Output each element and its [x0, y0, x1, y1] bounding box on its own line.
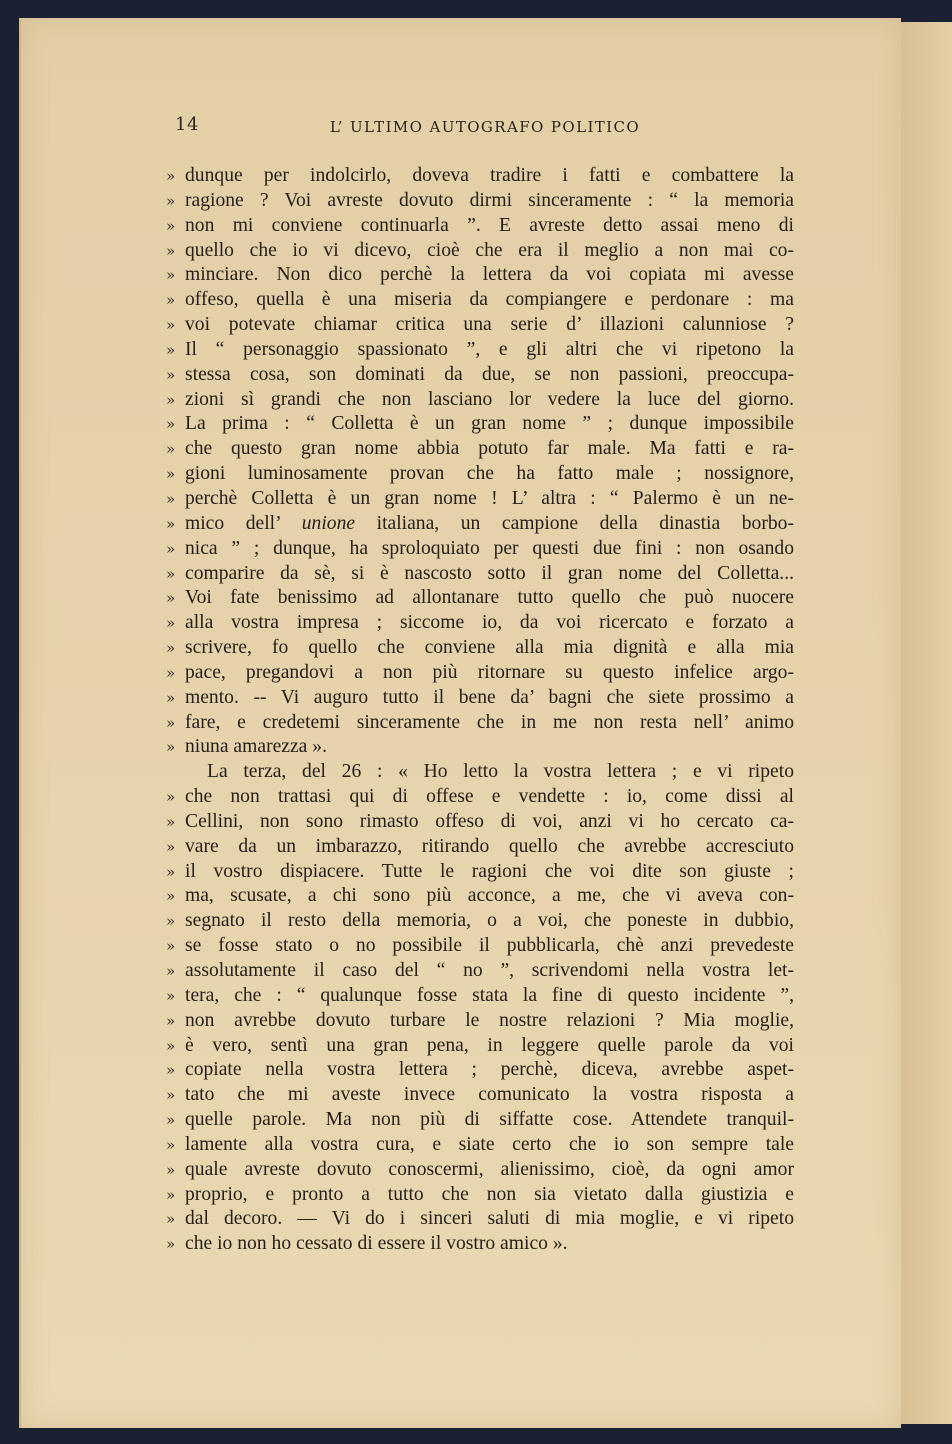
quote-mark: »: [166, 986, 176, 1005]
next-page-edge: [900, 22, 952, 1424]
text-line: [166, 1058, 794, 1083]
line-text: tato che mi aveste invece comunicato la vostra risposta a: [185, 1084, 794, 1106]
quote-mark: »: [166, 167, 176, 185]
quote-mark: »: [166, 1160, 176, 1179]
text-line: [166, 1083, 794, 1108]
text-line: [166, 785, 794, 810]
line-text: comparire da sè, si è nascosto sotto il gran nome del Colletta...: [185, 562, 794, 584]
text-line: [166, 164, 794, 189]
quote-mark: »: [166, 1185, 176, 1204]
text-line: [166, 835, 794, 860]
line-text: ragione ? Voi avreste dovuto dirmi sinceramente : “ la memoria: [185, 189, 794, 211]
text-line: [166, 586, 794, 611]
text-line: [166, 1207, 794, 1232]
line-text: ma, scusate, a chi sono più acconce, a me, che vi aveva con-: [185, 885, 794, 907]
line-text: offeso, quella è una miseria da compiangere e perdonare : ma: [185, 289, 794, 311]
text-line: [166, 338, 794, 363]
line-text: il vostro dispiacere. Tutte le ragioni che voi dite son giuste ;: [185, 860, 794, 882]
quote-mark: »: [166, 1235, 176, 1254]
running-head: L’ ULTIMO AUTOGRAFO POLITICO: [329, 118, 641, 136]
text-line: [166, 686, 794, 711]
quote-mark: »: [166, 390, 176, 409]
quote-mark: »: [166, 639, 176, 658]
line-text: quale avreste dovuto conoscermi, alienissimo, cioè, da ogni amor: [185, 1158, 794, 1180]
line-text: copiate nella vostra lettera ; perchè, diceva, avrebbe aspet-: [185, 1059, 794, 1081]
quote-mark: »: [166, 663, 176, 682]
quote-mark: »: [166, 887, 176, 906]
quote-mark: »: [166, 489, 176, 508]
quote-mark: »: [166, 191, 176, 210]
text-line: [166, 1009, 794, 1034]
line-text: che questo gran nome abbia potuto far male. Ma fatti e ra-: [185, 438, 794, 460]
text-line: [166, 537, 794, 562]
line-text: stessa cosa, son dominati da due, se non passioni, preoccupa-: [185, 363, 794, 385]
quote-mark: »: [166, 1111, 176, 1130]
line-text: minciare. Non dico perchè la lettera da voi copiata mi avesse: [185, 264, 794, 286]
line-text: mento. -- Vi auguro tutto il bene da’ bagni che siete prossimo a: [185, 686, 794, 708]
quote-mark: »: [166, 912, 176, 931]
text-line: [166, 860, 794, 885]
line-text: niuna amarezza ».: [185, 736, 327, 758]
text-line: [166, 1183, 794, 1208]
quote-mark: »: [166, 465, 176, 484]
quote-mark: »: [166, 688, 176, 707]
quote-mark: »: [166, 564, 176, 583]
line-text: voi potevate chiamar critica una serie d’ illazioni calunniose ?: [185, 314, 794, 336]
quote-mark: »: [166, 340, 176, 359]
text-line: [166, 263, 794, 288]
text-line: [166, 711, 794, 736]
line-text: fare, e credetemi sinceramente che in me non resta nell’ animo: [185, 711, 794, 733]
line-text: non mi conviene continuarla ”. E avreste detto assai meno di: [185, 214, 794, 236]
quote-mark: »: [166, 812, 176, 831]
text-line: [166, 288, 794, 313]
text-line: [166, 437, 794, 462]
text-line: [166, 487, 794, 512]
text-line: [166, 562, 794, 587]
line-text: vare da un imbarazzo, ritirando quello che avrebbe accresciuto: [185, 835, 794, 857]
quote-mark: »: [166, 1036, 176, 1055]
line-text: tera, che : “ qualunque fosse stata la fine di questo incidente ”,: [185, 984, 794, 1006]
text-line: [166, 1133, 794, 1158]
quote-mark: »: [166, 1011, 176, 1030]
quote-mark: »: [166, 713, 176, 732]
text-line: [166, 934, 794, 959]
quote-mark: »: [166, 738, 176, 757]
line-text: nica ” ; dunque, ha sproloquiato per questi due fini : non osando: [185, 537, 794, 559]
quote-mark: »: [166, 216, 176, 235]
line-text: non avrebbe dovuto turbare le nostre relazioni ? Mia moglie,: [185, 1009, 794, 1031]
text-line: [166, 884, 794, 909]
text-line: [166, 1034, 794, 1059]
text-line: [166, 810, 794, 835]
text-line: [166, 1108, 794, 1133]
quote-mark: »: [166, 365, 176, 384]
line-text: Voi fate benissimo ad allontanare tutto quello che può nuocere: [185, 587, 794, 609]
quote-mark: »: [166, 316, 176, 335]
quote-mark: »: [166, 614, 176, 633]
body-text: [166, 164, 794, 1257]
text-line: [166, 959, 794, 984]
text-line: [166, 760, 794, 785]
line-text: gioni luminosamente provan che ha fatto male ; nossignore,: [185, 463, 794, 485]
quote-mark: »: [166, 862, 176, 881]
line-text: che non trattasi qui di offese e vendette : io, come dissi al: [185, 786, 794, 808]
line-text: perchè Colletta è un gran nome ! L’ altra : “ Palermo è un ne-: [185, 487, 794, 509]
line-text: scrivere, fo quello che conviene alla mia dignità e alla mia: [185, 637, 794, 659]
text-line: [166, 661, 794, 686]
line-text: segnato il resto della memoria, o a voi, che poneste in dubbio,: [185, 910, 794, 932]
line-text: quelle parole. Ma non più di siffatte cose. Attendete tranquil-: [185, 1109, 794, 1131]
line-text: dunque per indolcirlo, doveva tradire i fatti e combattere la: [185, 165, 794, 186]
line-text: quello che io vi dicevo, cioè che era il meglio a non mai co-: [185, 239, 794, 261]
line-text: Il “ personaggio spassionato ”, e gli altri che vi ripetono la: [185, 338, 794, 360]
line-text: alla vostra impresa ; siccome io, da voi ricercato e forzato a: [185, 612, 794, 634]
text-line: [166, 412, 794, 437]
line-text: è vero, sentì una gran pena, in leggere quelle parole da voi: [185, 1034, 794, 1056]
line-text-segment: mico dell’: [185, 512, 302, 534]
quote-mark: »: [166, 788, 176, 807]
quote-mark: »: [166, 1210, 176, 1229]
quote-mark: »: [166, 241, 176, 260]
line-text: se fosse stato o no possibile il pubblicarla, chè anzi prevedeste: [185, 935, 794, 957]
text-line: [166, 189, 794, 214]
line-text: dal decoro. — Vi do i sinceri saluti di mia moglie, e vi ripeto: [185, 1208, 794, 1230]
quote-mark: »: [166, 440, 176, 459]
quote-mark: »: [166, 1135, 176, 1154]
quote-mark: »: [166, 1061, 176, 1080]
quote-mark: »: [166, 291, 176, 310]
quote-mark: »: [166, 539, 176, 558]
text-line: [166, 611, 794, 636]
line-text: La prima : “ Colletta è un gran nome ” ; dunque impossibile: [185, 413, 794, 435]
quote-mark: »: [166, 1086, 176, 1105]
text-line: [166, 909, 794, 934]
line-text: lamente alla vostra cura, e siate certo che io son sempre tale: [185, 1133, 794, 1155]
text-line: [166, 1232, 794, 1257]
line-text: proprio, e pronto a tutto che non sia vietato dalla giustizia e: [185, 1183, 794, 1205]
text-line: [166, 1158, 794, 1183]
text-line: [166, 735, 794, 760]
line-text: assolutamente il caso del “ no ”, scrivendomi nella vostra let-: [185, 960, 794, 981]
line-text: [185, 512, 794, 537]
quote-mark: »: [166, 266, 176, 285]
text-line: [166, 239, 794, 264]
italic-word: unione: [301, 512, 356, 534]
quote-mark: »: [166, 962, 176, 980]
text-line: [166, 512, 794, 537]
line-text: Cellini, non sono rimasto offeso di voi, anzi vi ho cercato ca-: [185, 810, 794, 832]
text-line: [166, 984, 794, 1009]
text-line: [166, 388, 794, 413]
text-line: [166, 214, 794, 239]
text-line: [166, 363, 794, 388]
line-text: La terza, del 26 : « Ho letto la vostra lettera ; e vi ripeto: [207, 761, 794, 783]
quote-mark: »: [166, 415, 176, 434]
line-text: zioni sì grandi che non lasciano lor vedere la luce del giorno.: [185, 388, 794, 410]
text-line: [166, 313, 794, 338]
page-number: 14: [175, 114, 199, 135]
quote-mark: »: [166, 937, 176, 956]
quote-mark: »: [166, 837, 176, 856]
line-text: che io non ho cessato di essere il vostro amico ».: [185, 1233, 568, 1255]
text-line: [166, 636, 794, 661]
quote-mark: »: [166, 589, 176, 608]
line-text: pace, pregandovi a non più ritornare su questo infelice argo-: [185, 661, 794, 683]
quote-mark: »: [166, 514, 176, 533]
text-line: [166, 462, 794, 487]
line-text-segment: italiana, un campione della dinastia borbo-: [355, 512, 794, 534]
